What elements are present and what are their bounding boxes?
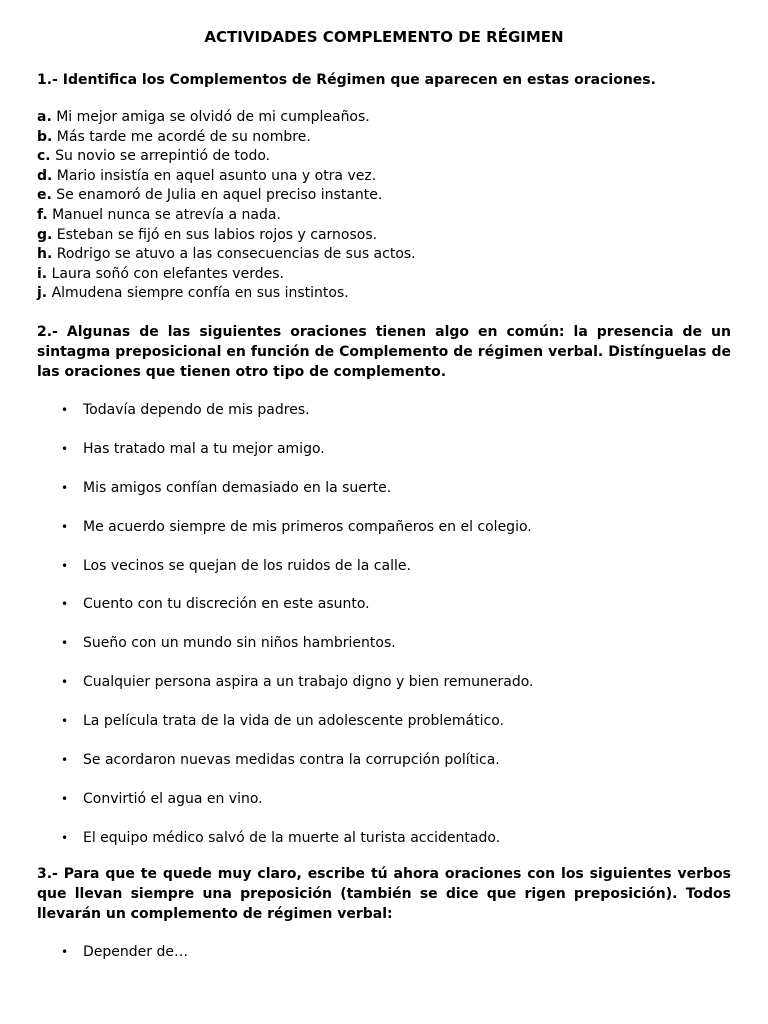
bullet-icon: • bbox=[61, 519, 69, 534]
item-letter: g. bbox=[37, 226, 53, 243]
bullet-icon: • bbox=[61, 558, 69, 573]
bullet-icon: • bbox=[61, 752, 69, 767]
item-text: Mis amigos confían demasiado en la suerte. bbox=[83, 479, 392, 496]
bullet-icon: • bbox=[61, 636, 69, 651]
list-item bbox=[37, 594, 731, 614]
item-letter: e. bbox=[37, 187, 52, 204]
page-title: ACTIVIDADES COMPLEMENTO DE RÉGIMEN bbox=[204, 28, 564, 46]
bullet-icon: • bbox=[61, 830, 69, 845]
section-1-list bbox=[37, 108, 731, 304]
bullet-icon: • bbox=[61, 441, 69, 456]
item-letter: f. bbox=[37, 206, 48, 223]
item-text: Manuel nunca se atrevía a nada. bbox=[47, 206, 281, 223]
list-item bbox=[37, 186, 731, 206]
bullet-icon: • bbox=[61, 944, 69, 959]
item-text: Cualquier persona aspira a un trabajo digno y bien remunerado. bbox=[83, 674, 534, 691]
item-text: Los vecinos se quejan de los ruidos de la calle. bbox=[83, 557, 411, 574]
item-text: Mario insistía en aquel asunto una y otra vez. bbox=[52, 167, 377, 184]
list-item bbox=[37, 942, 731, 962]
item-text: Más tarde me acordé de su nombre. bbox=[52, 128, 311, 145]
item-text: Rodrigo se atuvo a las consecuencias de sus actos. bbox=[52, 246, 416, 263]
list-item bbox=[37, 672, 731, 692]
list-item bbox=[37, 284, 731, 304]
bullet-icon: • bbox=[61, 714, 69, 729]
item-text: El equipo médico salvó de la muerte al turista accidentado. bbox=[83, 829, 501, 846]
item-letter: c. bbox=[37, 148, 51, 165]
list-item bbox=[37, 128, 731, 148]
list-item bbox=[37, 147, 731, 167]
item-text: Sueño con un mundo sin niños hambrientos. bbox=[83, 635, 396, 652]
item-text: Esteban se fijó en sus labios rojos y carnosos. bbox=[52, 226, 378, 243]
bullet-icon: • bbox=[61, 402, 69, 417]
item-letter: h. bbox=[37, 246, 53, 263]
item-letter: d. bbox=[37, 167, 53, 184]
list-item bbox=[37, 556, 731, 576]
bullet-icon: • bbox=[61, 480, 69, 495]
item-letter: i. bbox=[37, 265, 48, 282]
list-item bbox=[37, 108, 731, 128]
item-text: Se acordaron nuevas medidas contra la corrupción política. bbox=[83, 751, 500, 768]
item-text: Cuento con tu discreción en este asunto. bbox=[83, 596, 370, 613]
section-2-list bbox=[37, 400, 731, 848]
section-3-heading: 3.- Para que te quede muy claro, escribe tú ahora oraciones con los siguientes verbos que llevan siempre una preposición (también se dice que rigen preposición). Todos llevarán un complemento de régimen verbal: bbox=[37, 865, 731, 922]
item-text: Has tratado mal a tu mejor amigo. bbox=[83, 440, 325, 457]
list-item bbox=[37, 265, 731, 285]
item-text: Laura soñó con elefantes verdes. bbox=[47, 265, 284, 282]
bullet-icon: • bbox=[61, 597, 69, 612]
list-item bbox=[37, 400, 731, 420]
item-letter: a. bbox=[37, 109, 52, 125]
list-item bbox=[37, 750, 731, 770]
item-text: Me acuerdo siempre de mis primeros compañeros en el colegio. bbox=[83, 518, 532, 535]
list-item bbox=[37, 226, 731, 246]
list-item bbox=[37, 828, 731, 848]
section-2-heading: 2.- Algunas de las siguientes oraciones tienen algo en común: la presencia de un sintagma preposicional en función de Complemento de régimen verbal. Distínguelas de las oraciones que tienen otro tipo de complemento. bbox=[37, 323, 731, 380]
section-1-heading: 1.- Identifica los Complementos de Régimen que aparecen en estas oraciones. bbox=[37, 72, 656, 88]
item-text: Almudena siempre confía en sus instintos. bbox=[47, 285, 349, 302]
list-item bbox=[37, 245, 731, 265]
bullet-icon: • bbox=[61, 791, 69, 806]
item-letter: b. bbox=[37, 128, 53, 145]
list-item bbox=[37, 711, 731, 731]
list-item bbox=[37, 478, 731, 498]
list-item bbox=[37, 439, 731, 459]
bullet-icon: • bbox=[61, 675, 69, 690]
item-text: La película trata de la vida de un adolescente problemático. bbox=[83, 713, 504, 730]
list-item bbox=[37, 167, 731, 187]
item-text: Todavía dependo de mis padres. bbox=[83, 401, 310, 418]
section-3-list bbox=[37, 942, 731, 962]
item-text: Su novio se arrepintió de todo. bbox=[50, 148, 271, 165]
item-text: Se enamoró de Julia en aquel preciso instante. bbox=[51, 187, 383, 204]
item-letter: j. bbox=[37, 285, 48, 302]
item-text: Mi mejor amiga se olvidó de mi cumpleaños. bbox=[51, 109, 370, 125]
item-text: Depender de… bbox=[83, 943, 188, 960]
list-item bbox=[37, 633, 731, 653]
list-item bbox=[37, 517, 731, 537]
item-text: Convirtió el agua en vino. bbox=[83, 790, 263, 807]
list-item bbox=[37, 789, 731, 809]
list-item bbox=[37, 206, 731, 226]
